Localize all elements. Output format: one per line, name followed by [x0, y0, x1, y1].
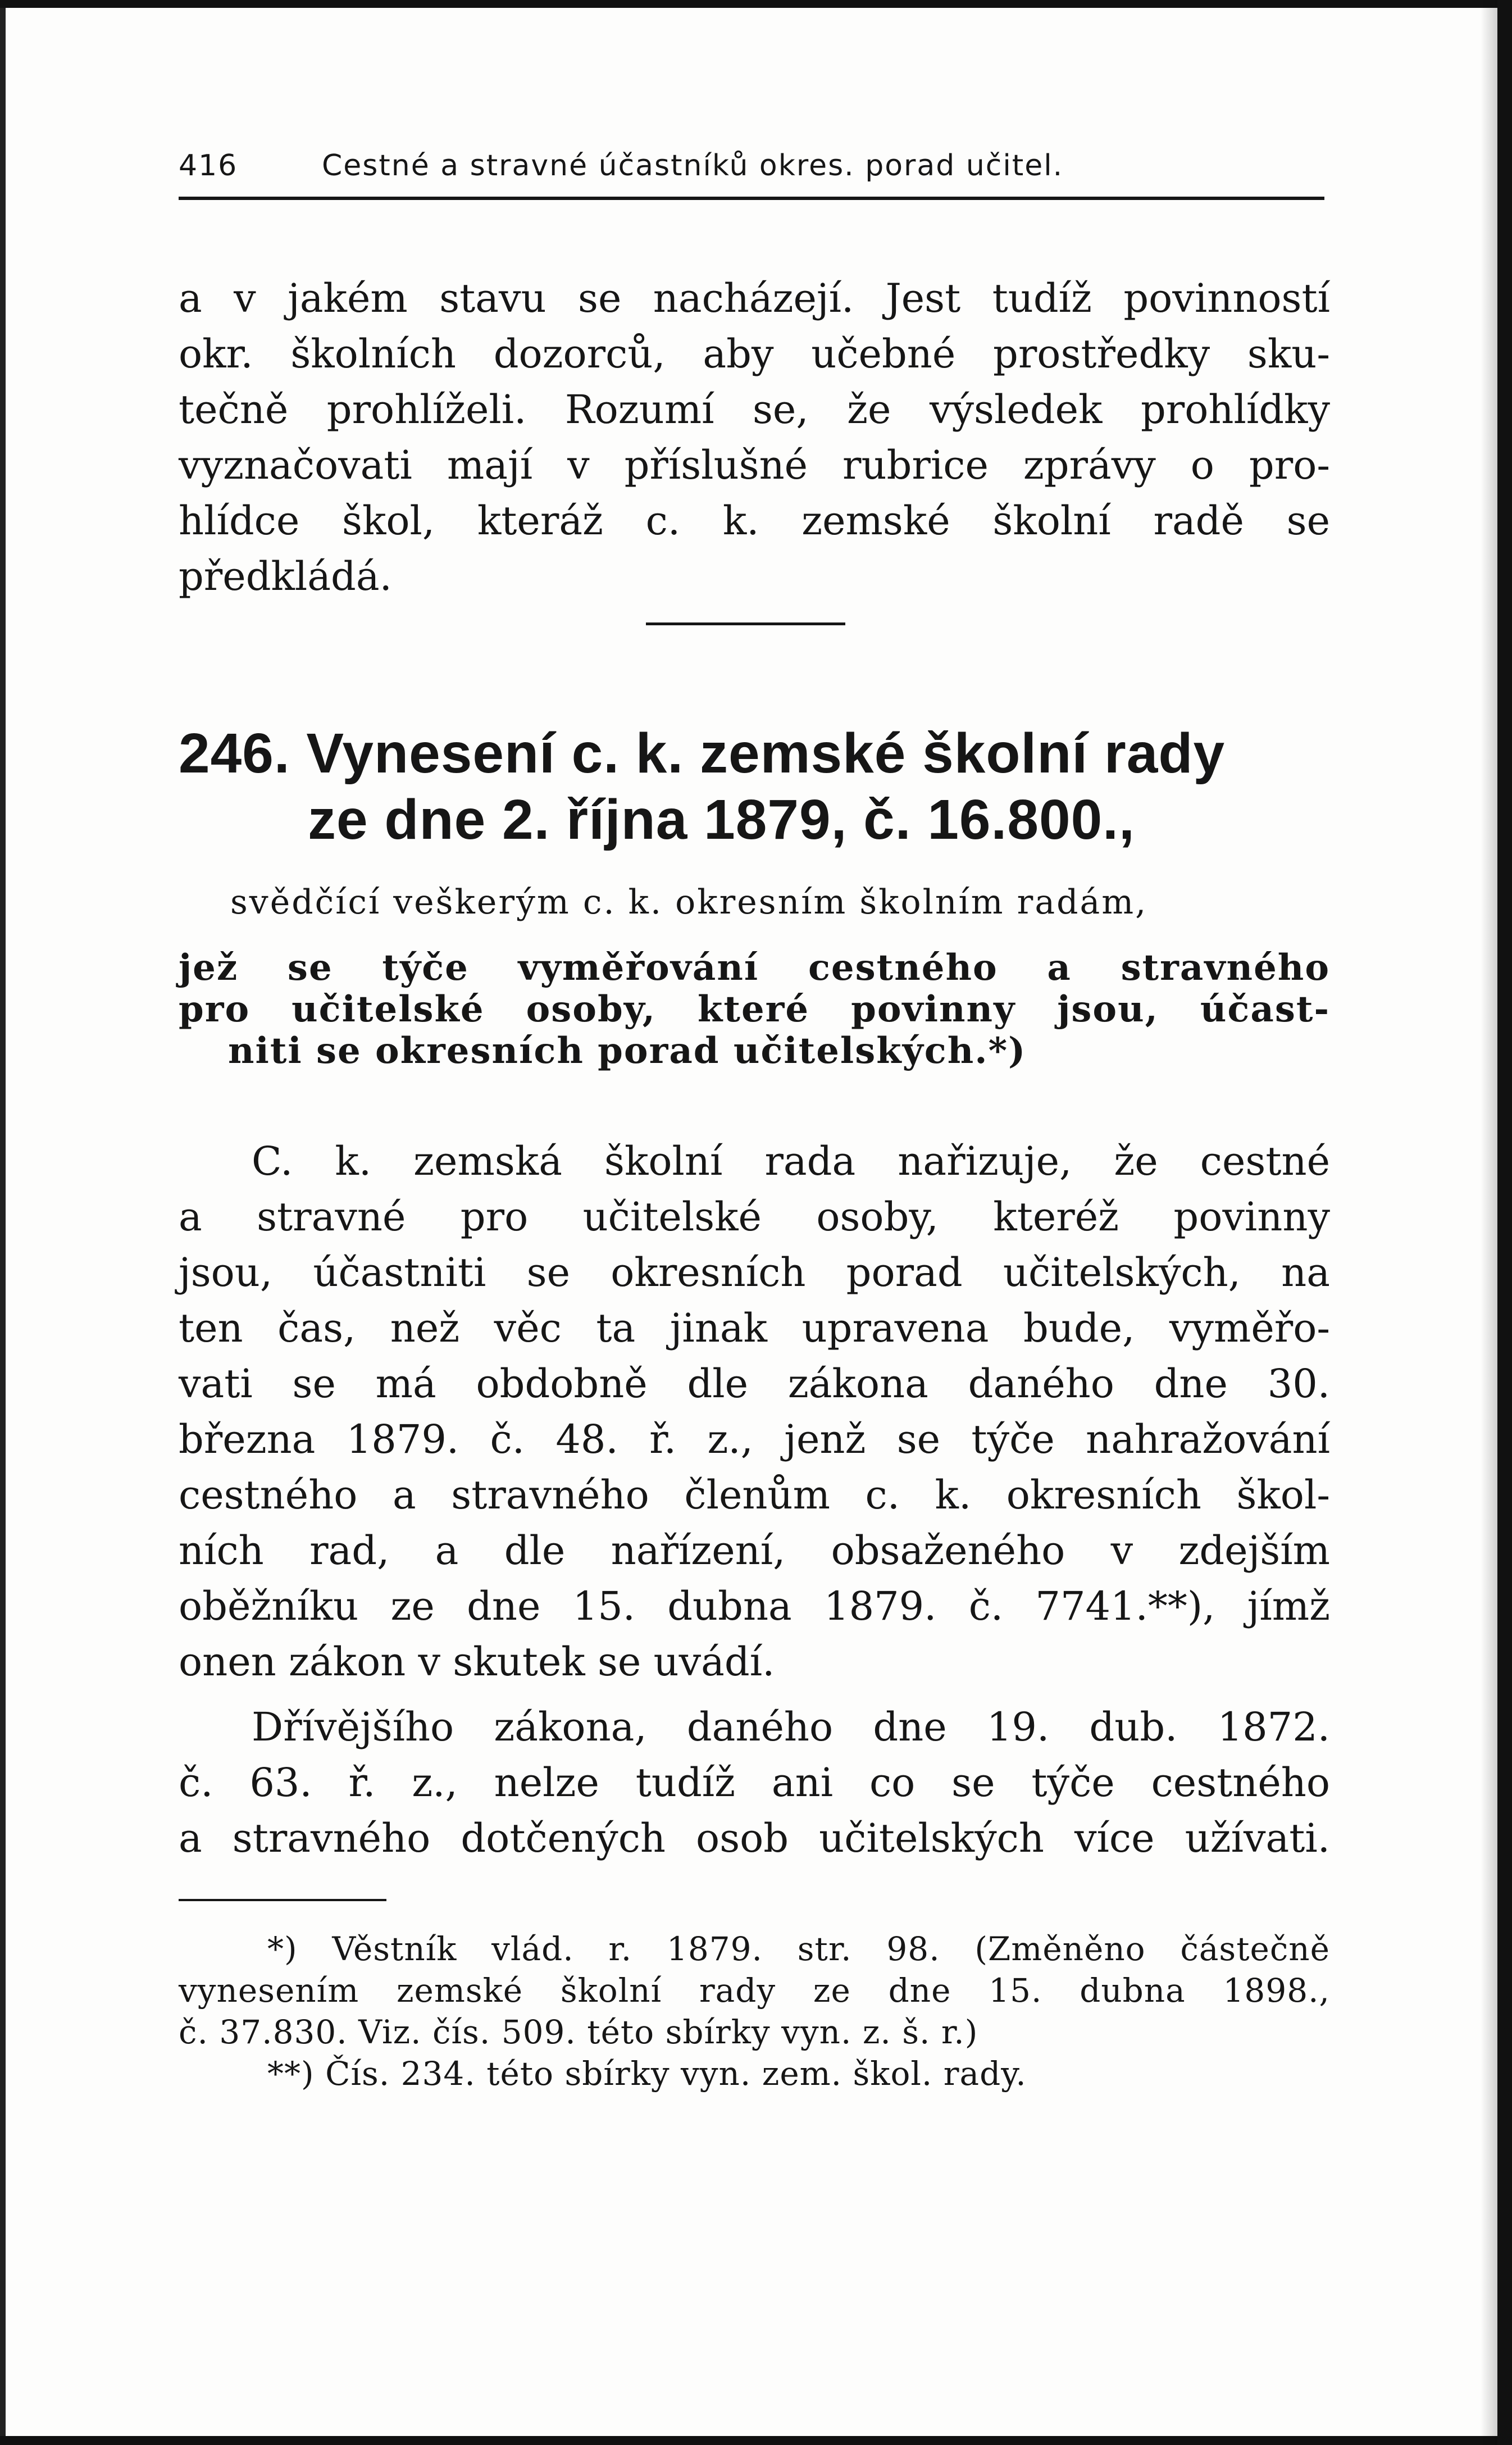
text-line: vati se má obdobně dle zákona daného dne 30.	[179, 1361, 1330, 1407]
text-line: hlídce škol, kteráž c. k. zemské školní radě se	[179, 498, 1330, 544]
text-line: C. k. zemská školní rada nařizuje, že cestné	[252, 1138, 1330, 1184]
running-header	[179, 143, 1324, 188]
text-line: března 1879. č. 48. ř. z., jenž se týče nahražování	[179, 1416, 1330, 1462]
scan-edge-left	[0, 0, 6, 2445]
running-title: Cestné a stravné účastníků okres. porad učitel.	[322, 149, 1064, 183]
heading-line: ze dne 2. října 1879, č. 16.800.,	[308, 788, 1135, 851]
text-line: ten čas, než věc ta jinak upravena bude, vyměřo-	[179, 1305, 1330, 1351]
subject-line: niti se okresních porad učitelských.*)	[228, 1030, 1027, 1072]
footnote-line: č. 37.830. Viz. čís. 509. této sbírky vyn. z. š. r.)	[179, 2013, 978, 2051]
footnote-line: *) Věstník vlád. r. 1879. str. 98. (Změněno částečně	[267, 1930, 1330, 1968]
scan-edge-top	[0, 0, 1512, 8]
text-line: jsou, účastniti se okresních porad učitelských, na	[179, 1249, 1330, 1296]
subject-line: pro učitelské osoby, které povinny jsou, účast-	[179, 988, 1330, 1030]
subject-line: jež se týče vyměřování cestného a stravného	[179, 947, 1330, 989]
scan-edge-right	[1497, 0, 1512, 2445]
decree-addressees: svědčící veškerým c. k. okresním školním radám,	[230, 883, 1148, 922]
footnotes	[179, 1928, 1330, 2094]
footnote-rule	[179, 1899, 386, 1901]
section-separator	[646, 622, 845, 625]
text-line: onen zákon v skutek se uvádí.	[179, 1639, 775, 1685]
text-line: a stravné pro učitelské osoby, kteréž povinny	[179, 1194, 1330, 1240]
text-line: oběžníku ze dne 15. dubna 1879. č. 7741.**), jímž	[179, 1583, 1330, 1629]
scan-shadow	[1481, 0, 1497, 2445]
text-line: předkládá.	[179, 553, 392, 599]
decree-heading	[179, 720, 1330, 853]
continuation-paragraph	[179, 271, 1330, 605]
scan-edge-bottom	[0, 2436, 1512, 2445]
body-paragraph-2	[179, 1699, 1330, 1866]
text-line: tečně prohlíželi. Rozumí se, že výsledek prohlídky	[179, 387, 1330, 433]
text-line: okr. školních dozorců, aby učebné prostředky sku-	[179, 331, 1330, 377]
text-line: ních rad, a dle nařízení, obsaženého v zdejším	[179, 1528, 1330, 1574]
text-line: vyznačovati mají v příslušné rubrice zprávy o pro-	[179, 442, 1330, 488]
text-line: Dřívějšího zákona, daného dne 19. dub. 1872.	[252, 1704, 1330, 1750]
header-rule	[179, 197, 1324, 200]
body-paragraph-1	[179, 1134, 1330, 1690]
text-line: a v jakém stavu se nacházejí. Jest tudíž povinností	[179, 275, 1330, 321]
footnote-line: vynesením zemské školní rady ze dne 15. dubna 1898.,	[179, 1971, 1330, 2010]
decree-subject	[179, 947, 1330, 1072]
page-number: 416	[179, 149, 238, 183]
text-line: a stravného dotčených osob učitelských více užívati.	[179, 1815, 1330, 1861]
text-line: cestného a stravného členům c. k. okresních škol-	[179, 1472, 1330, 1518]
heading-line: 246. Vynesení c. k. zemské školní rady	[179, 722, 1226, 785]
footnote-line: **) Čís. 234. této sbírky vyn. zem. škol. rady.	[267, 2055, 1027, 2093]
text-line: č. 63. ř. z., nelze tudíž ani co se týče cestného	[179, 1760, 1330, 1806]
